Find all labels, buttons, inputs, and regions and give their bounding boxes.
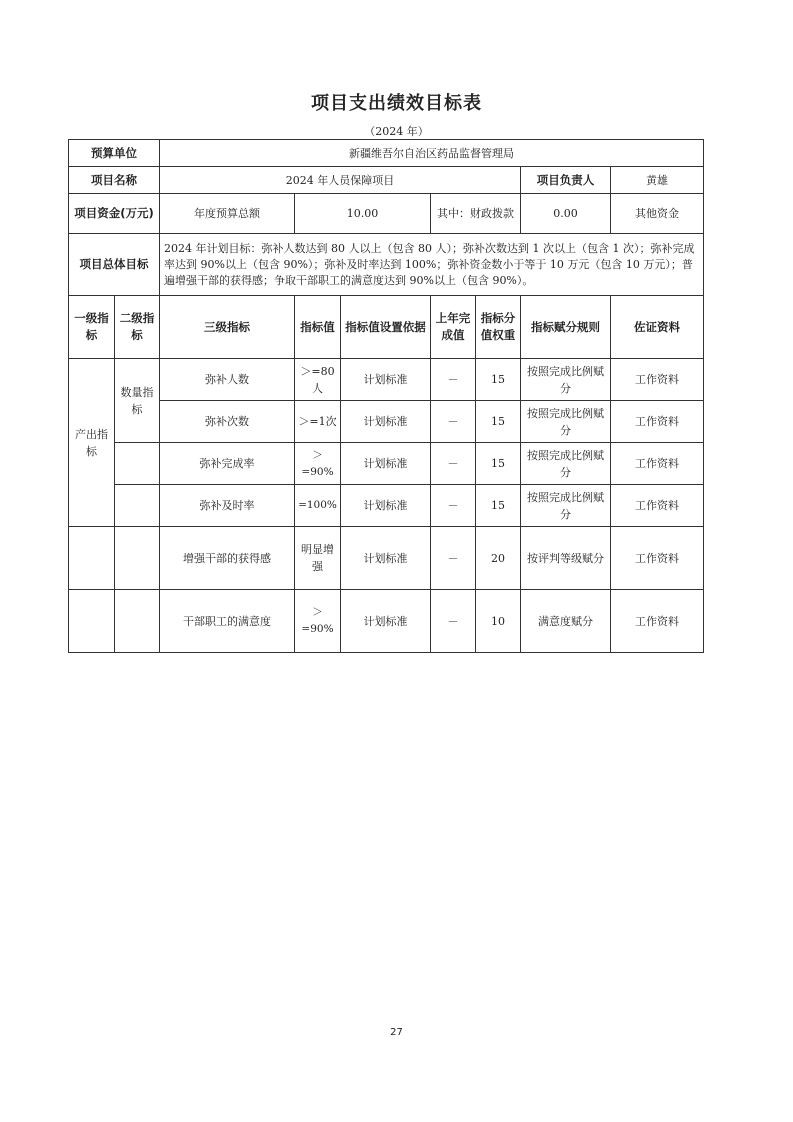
indicator-last-year: －: [431, 359, 476, 401]
indicator-value: 明显增强: [295, 527, 341, 590]
leader-value: 黄雄: [611, 167, 704, 194]
page-title: 项目支出绩效目标表: [311, 93, 482, 114]
goal-label: 项目总体目标: [69, 234, 160, 296]
indicator-basis: 计划标准: [341, 443, 431, 485]
report-year: （2024 年）: [364, 125, 429, 138]
header-row: [69, 296, 704, 359]
fiscal-value: 0.00: [521, 194, 611, 234]
indicator-basis: 计划标准: [341, 359, 431, 401]
table-row: [69, 401, 704, 443]
indicator-value: =100%: [295, 485, 341, 527]
empty-level2-cell: [115, 590, 160, 653]
indicator-weight: 15: [476, 359, 521, 401]
indicator-weight: 15: [476, 443, 521, 485]
indicator-evidence: 工作资料: [611, 485, 704, 527]
indicator-rule: 按照完成比例赋分: [521, 401, 611, 443]
unit-value: 新疆维吾尔自治区药品监督管理局: [160, 140, 704, 167]
indicator-rule: 按照完成比例赋分: [521, 485, 611, 527]
indicator-weight: 10: [476, 590, 521, 653]
indicator-value: ＞=1次: [295, 401, 341, 443]
fiscal-label: 其中：财政拨款: [431, 194, 521, 234]
indicator-evidence: 工作资料: [611, 359, 704, 401]
indicator-name: 增强干部的获得感: [160, 527, 295, 590]
other-label: 其他资金: [611, 194, 704, 234]
goal-row: [69, 234, 704, 296]
indicator-last-year: －: [431, 443, 476, 485]
indicator-value: ＞=90%: [295, 590, 341, 653]
quantity-indicator-label: 数量指标: [115, 359, 160, 443]
empty-level1-cell: [69, 527, 115, 590]
indicator-rule: 按评判等级赋分: [521, 527, 611, 590]
indicator-rule: 按照完成比例赋分: [521, 443, 611, 485]
indicator-name: 干部职工的满意度: [160, 590, 295, 653]
indicator-name: 弥补及时率: [160, 485, 295, 527]
annual-budget-label: 年度预算总额: [160, 194, 295, 234]
indicator-basis: 计划标准: [341, 401, 431, 443]
header-level1: 一级指标: [69, 296, 115, 359]
fund-label: 项目资金(万元): [69, 194, 160, 234]
indicator-weight: 15: [476, 485, 521, 527]
header-basis: 指标值设置依据: [341, 296, 431, 359]
indicator-basis: 计划标准: [341, 527, 431, 590]
indicator-weight: 15: [476, 401, 521, 443]
header-evidence: 佐证资料: [611, 296, 704, 359]
header-last-year: 上年完成值: [431, 296, 476, 359]
indicator-evidence: 工作资料: [611, 590, 704, 653]
table-row: [69, 359, 704, 401]
output-indicator-label: 产出指标: [69, 359, 115, 527]
indicator-basis: 计划标准: [341, 590, 431, 653]
indicator-weight: 20: [476, 527, 521, 590]
header-rule: 指标赋分规则: [521, 296, 611, 359]
fund-row: [69, 194, 704, 234]
indicator-name: 弥补人数: [160, 359, 295, 401]
empty-level2-cell: [115, 443, 160, 485]
project-name-label: 项目名称: [69, 167, 160, 194]
indicator-evidence: 工作资料: [611, 527, 704, 590]
annual-budget-value: 10.00: [295, 194, 431, 234]
table-row: [69, 590, 704, 653]
indicator-rule: 满意度赋分: [521, 590, 611, 653]
indicator-value: ＞=90%: [295, 443, 341, 485]
unit-label: 预算单位: [69, 140, 160, 167]
indicator-name: 弥补完成率: [160, 443, 295, 485]
indicator-last-year: －: [431, 590, 476, 653]
empty-level1-cell: [69, 590, 115, 653]
indicator-last-year: －: [431, 401, 476, 443]
indicator-last-year: －: [431, 485, 476, 527]
indicator-basis: 计划标准: [341, 485, 431, 527]
header-value: 指标值: [295, 296, 341, 359]
table-row: [69, 527, 704, 590]
project-name-value: 2024 年人员保障项目: [160, 167, 521, 194]
header-level2: 二级指标: [115, 296, 160, 359]
page-number: 27: [390, 1027, 403, 1038]
indicator-rule: 按照完成比例赋分: [521, 359, 611, 401]
indicator-name: 弥补次数: [160, 401, 295, 443]
header-level3: 三级指标: [160, 296, 295, 359]
empty-level2-cell: [115, 527, 160, 590]
indicator-evidence: 工作资料: [611, 401, 704, 443]
leader-label: 项目负责人: [521, 167, 611, 194]
unit-row: [69, 140, 704, 167]
indicator-evidence: 工作资料: [611, 443, 704, 485]
table-row: [69, 485, 704, 527]
empty-level2-cell: [115, 485, 160, 527]
goal-text: 2024 年计划目标：弥补人数达到 80 人以上（包含 80 人）；弥补次数达到 1 次以上（包含 1 次）；弥补完成率达到 90%以上（包含 90%）；弥补及时率达到 100%；弥补资金数小于等于 10 万元（包含 10 万元）；普遍增强干部的获得感；争取干部职工的满意度达到 90%以上（包含 90%）。: [160, 234, 704, 296]
header-weight: 指标分值权重: [476, 296, 521, 359]
indicator-value: ＞=80人: [295, 359, 341, 401]
performance-table: [68, 139, 704, 653]
indicator-last-year: －: [431, 527, 476, 590]
project-name-row: [69, 167, 704, 194]
table-row: [69, 443, 704, 485]
